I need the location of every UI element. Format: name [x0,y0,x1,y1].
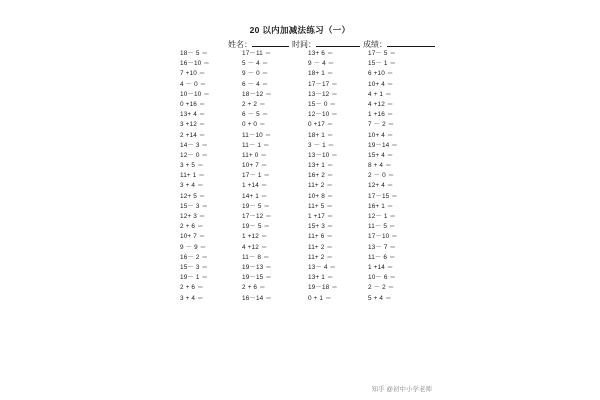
math-problem: 13－ 7 ＝ [368,243,397,251]
math-problem: 10+ 8 ＝ [308,192,334,200]
math-problem: 14+ 1 ＝ [242,192,268,200]
math-problem: 4 + 1 ＝ [368,90,392,98]
problem-column-3 [308,49,338,304]
math-problem: 10+ 4 ＝ [368,80,394,88]
math-problem: 19－14 ＝ [368,141,398,149]
math-problem: 11－ 6 ＝ [368,253,396,261]
math-problem: 15－ 3 ＝ [180,263,209,271]
math-problem: 18+ 1 ＝ [308,131,334,139]
math-problem: 17－15 ＝ [368,192,398,200]
math-problem: 19－13 ＝ [242,263,272,271]
math-problem: 10+ 7 ＝ [180,233,206,241]
math-problem: 0 +16 ＝ [180,100,206,108]
math-problem: 15－ 1 ＝ [368,60,397,68]
math-problem: 10+ 4 ＝ [368,131,394,139]
math-problem: 12+ 4 ＝ [368,182,394,190]
math-problem: 9 － 9 ＝ [180,243,207,251]
math-problem: 13－10 ＝ [308,151,338,159]
math-problem: 7 +10 ＝ [180,70,206,78]
math-problem: 0 +17 ＝ [308,121,334,129]
math-problem: 14－ 3 ＝ [180,141,209,149]
math-problem: 17－ 5 ＝ [368,50,397,57]
math-problem: 11－ 5 ＝ [368,223,396,231]
math-problem: 15－ 0 ＝ [308,100,337,108]
math-problem: 12+ 5 ＝ [180,192,206,200]
math-problem: 11+ 2 ＝ [308,253,333,261]
math-problem: 17－ 1 ＝ [242,172,271,180]
math-problem: 19－15 ＝ [242,274,272,282]
math-problem: 15+ 4 ＝ [368,151,394,159]
math-problem: 19－18 ＝ [308,284,338,292]
math-problem: 13+ 4 ＝ [180,111,206,119]
math-problem: 0 + 0 ＝ [242,121,266,129]
math-problem: 18+ 1 ＝ [308,70,334,78]
math-problem: 17－10 ＝ [368,233,398,241]
math-problem: 13－ 4 ＝ [308,263,337,271]
problem-column-1 [180,49,210,304]
math-problem: 16+ 2 ＝ [308,172,334,180]
name-blank[interactable] [252,38,289,47]
time-blank[interactable] [316,38,360,47]
watermark: 知乎 @初中小学老师 [371,386,432,393]
math-problem: 3 － 1 ＝ [308,141,335,149]
time-label: 时间： [292,40,316,49]
math-problem: 16－10 ＝ [180,60,210,68]
math-problem: 4 － 0 ＝ [180,80,207,88]
math-problem: 11－ 8 ＝ [242,253,270,261]
math-problem: 11+ 5 ＝ [308,202,333,210]
math-problem: 18－12 ＝ [242,90,272,98]
math-problem: 16－ 2 ＝ [180,253,209,261]
math-problem: 10－10 ＝ [180,90,210,98]
math-problem: 15+ 3 ＝ [308,223,334,231]
math-problem: 11+ 6 ＝ [308,233,333,241]
math-problem: 11+ 1 ＝ [180,172,205,180]
math-problem: 3 +12 ＝ [180,121,206,129]
math-problem: 12－ 0 ＝ [180,151,209,159]
math-problem: 13+ 1 ＝ [308,274,334,282]
worksheet-title: 20 以内加减法练习（一） [249,25,351,35]
math-problem: 1 +12 ＝ [242,233,268,241]
math-problem: 9 － 0 ＝ [242,70,269,78]
score-blank[interactable] [387,38,435,47]
score-label: 成绩： [363,40,387,49]
math-problem: 3 + 5 ＝ [180,162,204,170]
math-problem: 19－ 5 ＝ [242,202,271,210]
math-problem: 2 + 6 ＝ [180,284,204,292]
math-problem: 3 + 4 ＝ [180,294,204,302]
math-problem: 4 +12 ＝ [242,243,268,251]
math-problem: 5 + 4 ＝ [368,294,392,302]
math-problem: 17－12 ＝ [242,213,272,220]
math-problem: 19－ 5 ＝ [242,223,271,231]
math-problem: 1 +17 ＝ [308,213,334,220]
student-info-line [228,38,435,48]
math-problem: 16+ 1 ＝ [368,202,394,210]
math-problem: 3 + 4 ＝ [180,182,204,190]
math-problem: 13+ 1 ＝ [308,162,334,170]
math-problem: 15－ 3 ＝ [180,202,209,210]
math-problem: 6 － 4 ＝ [242,80,269,88]
math-problem: 1 +14 ＝ [242,182,268,190]
math-problem: 10+ 7 ＝ [242,162,268,170]
math-problem: 11+ 0 ＝ [242,151,267,159]
math-problem: 2 － 2 ＝ [368,284,395,292]
math-problem: 6 － 5 ＝ [242,111,269,119]
math-problem: 12－ 1 ＝ [368,213,397,220]
math-problem: 2 + 6 ＝ [180,223,204,231]
math-problem: 5 － 4 ＝ [242,60,269,68]
name-label: 姓名： [228,40,252,49]
math-problem: 17－17 ＝ [308,80,338,88]
math-problem: 1 +14 ＝ [368,263,394,271]
math-problem: 12－10 ＝ [308,111,338,119]
problem-column-2 [242,49,272,304]
math-problem: 11+ 2 ＝ [308,182,333,190]
math-problem: 11－ 1 ＝ [242,141,270,149]
math-problem: 11+ 2 ＝ [308,243,333,251]
math-problem: 2 +14 ＝ [180,131,206,139]
math-problem: 17－11 ＝ [242,50,272,57]
math-problem: 9 － 4 ＝ [308,60,335,68]
math-problem: 0 + 1 ＝ [308,294,332,302]
math-problem: 18－ 5 ＝ [180,50,209,57]
math-problem: 13+ 6 ＝ [308,50,334,57]
math-problem: 7 － 2 ＝ [368,121,395,129]
math-problem: 4 +12 ＝ [368,100,394,108]
math-problem: 13－12 ＝ [308,90,338,98]
math-problem: 1 +16 ＝ [368,111,394,119]
math-problem: 2 + 2 ＝ [242,100,266,108]
math-problem: 10－ 6 ＝ [368,274,397,282]
math-problem: 12+ 3 ＝ [180,213,206,220]
math-problem: 19－ 1 ＝ [180,274,209,282]
math-problem: 11－10 ＝ [242,131,272,139]
math-problem: 8 + 4 ＝ [368,162,392,170]
math-problem: 2 + 6 ＝ [242,284,266,292]
math-problem: 16－14 ＝ [242,294,272,302]
math-problem: 2 － 0 ＝ [368,172,395,180]
math-problem: 6 +10 ＝ [368,70,394,78]
problem-column-4 [368,49,398,304]
